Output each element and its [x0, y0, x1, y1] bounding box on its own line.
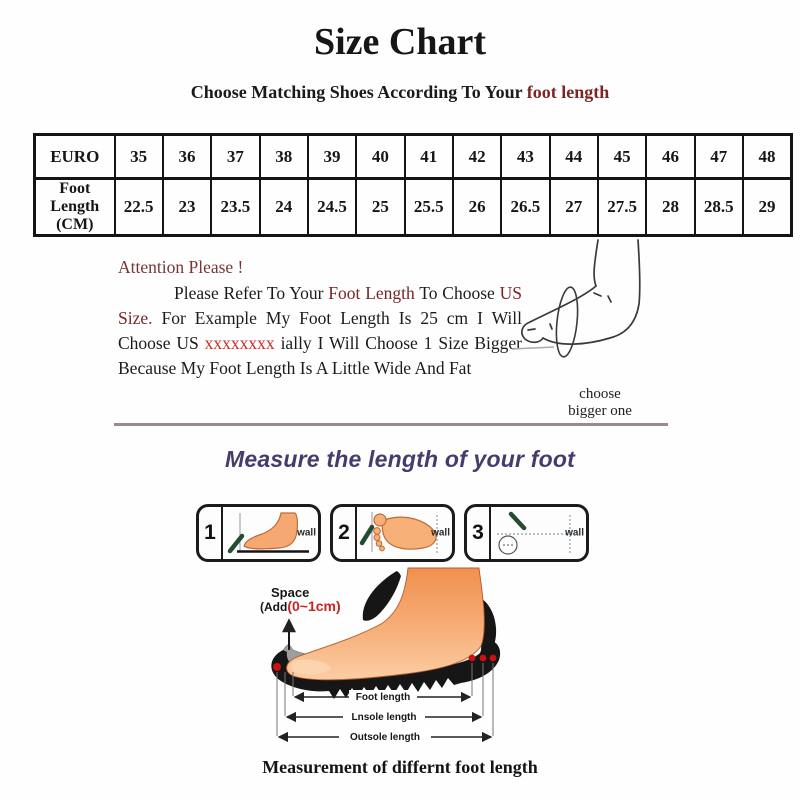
outsole-length-label: Outsole length: [350, 732, 420, 743]
foot-length-cell: 22.5: [115, 179, 163, 236]
measuring-tape-loop: [553, 286, 580, 358]
svg-text:(Add(0~1cm): [260, 598, 341, 614]
foot-length-cell: 25.5: [405, 179, 453, 236]
space-value-label: (0~1cm): [287, 598, 341, 614]
measuring-steps: [196, 504, 589, 562]
table-row-euro: [35, 135, 792, 179]
euro-size-cell: 43: [501, 135, 549, 179]
euro-size-cell: 36: [163, 135, 211, 179]
attention-note: [118, 255, 522, 381]
heel-dot: [480, 655, 487, 662]
euro-size-cell: 41: [405, 135, 453, 179]
size-conversion-table: [33, 133, 793, 237]
foot-length-cell: 23: [163, 179, 211, 236]
redacted-size-text: xxxxxxxx: [204, 333, 275, 353]
foot-length-cell: 27.5: [598, 179, 646, 236]
space-label: Space: [271, 585, 310, 600]
step-number: 1: [199, 507, 223, 559]
insole-length-label: Lnsole length: [351, 712, 417, 723]
measure-section-heading: Measure the length of your foot: [225, 446, 575, 472]
table-row-foot-length: [35, 179, 792, 236]
subtitle: [0, 82, 800, 103]
euro-size-cell: 39: [308, 135, 356, 179]
foot-length-cell: 26: [453, 179, 501, 236]
attention-paragraph: Please Refer To Your Foot Length To Choose US Size. For Example My Foot Length Is 25 cm I Will Choose US xxxxxxxx ially I Will Choose 1 Size Bigger Because My Foot Length Is A Little Wide And Fat: [118, 283, 522, 378]
section-divider: [114, 423, 668, 426]
wall-label: wall: [565, 527, 584, 539]
step-number: 2: [333, 507, 357, 559]
euro-size-cell: 37: [211, 135, 259, 179]
shoe-measurement-diagram: [233, 566, 583, 758]
heel-dot: [469, 655, 476, 662]
figure-caption: choose bigger one: [568, 386, 632, 419]
foot-length-cell: 28: [646, 179, 694, 236]
foot-length-label: Foot length: [355, 692, 411, 703]
foot-length-cell: 25: [356, 179, 404, 236]
foot-length-cell: 27: [550, 179, 598, 236]
toe-dot: [273, 663, 281, 671]
foot-length-cell: 29: [743, 179, 792, 236]
foot-length-cell: 26.5: [501, 179, 549, 236]
step-panel-3: [464, 504, 589, 562]
us-size-highlight: US Size.: [118, 283, 522, 328]
step-1-illustration: [223, 507, 318, 559]
row-header-foot-length: Foot Length (CM): [35, 179, 115, 236]
euro-size-cell: 40: [356, 135, 404, 179]
euro-size-cell: 47: [695, 135, 743, 179]
foot-length-cell: 23.5: [211, 179, 259, 236]
euro-size-cell: 48: [743, 135, 792, 179]
heel-dot: [490, 655, 497, 662]
foot-measuring-sketch: [512, 238, 662, 366]
foot-length-highlight: Foot Length: [328, 283, 415, 303]
euro-size-cell: 45: [598, 135, 646, 179]
euro-size-cell: 42: [453, 135, 501, 179]
euro-size-cell: 44: [550, 135, 598, 179]
euro-size-cell: 35: [115, 135, 163, 179]
page-title: Size Chart: [313, 21, 487, 63]
step-number: 3: [467, 507, 491, 559]
step-2-illustration: [357, 507, 452, 559]
step-panel-2: [330, 504, 455, 562]
foot-length-cell: 24: [260, 179, 308, 236]
foot-length-cell: 24.5: [308, 179, 356, 236]
attention-heading: Attention Please !: [118, 257, 244, 277]
euro-size-cell: 46: [646, 135, 694, 179]
wall-label: wall: [297, 527, 316, 539]
step-panel-1: [196, 504, 321, 562]
step-3-illustration: [491, 507, 586, 559]
space-add-label: (Add: [260, 600, 288, 614]
wall-label: wall: [431, 527, 450, 539]
foot-length-cell: 28.5: [695, 179, 743, 236]
subtitle-highlight: foot length: [526, 82, 610, 102]
row-header-euro: EURO: [35, 135, 115, 179]
footer-caption: Measurement of differnt foot length: [262, 757, 538, 777]
euro-size-cell: 38: [260, 135, 308, 179]
subtitle-text: Choose Matching Shoes According To Your: [190, 82, 527, 102]
